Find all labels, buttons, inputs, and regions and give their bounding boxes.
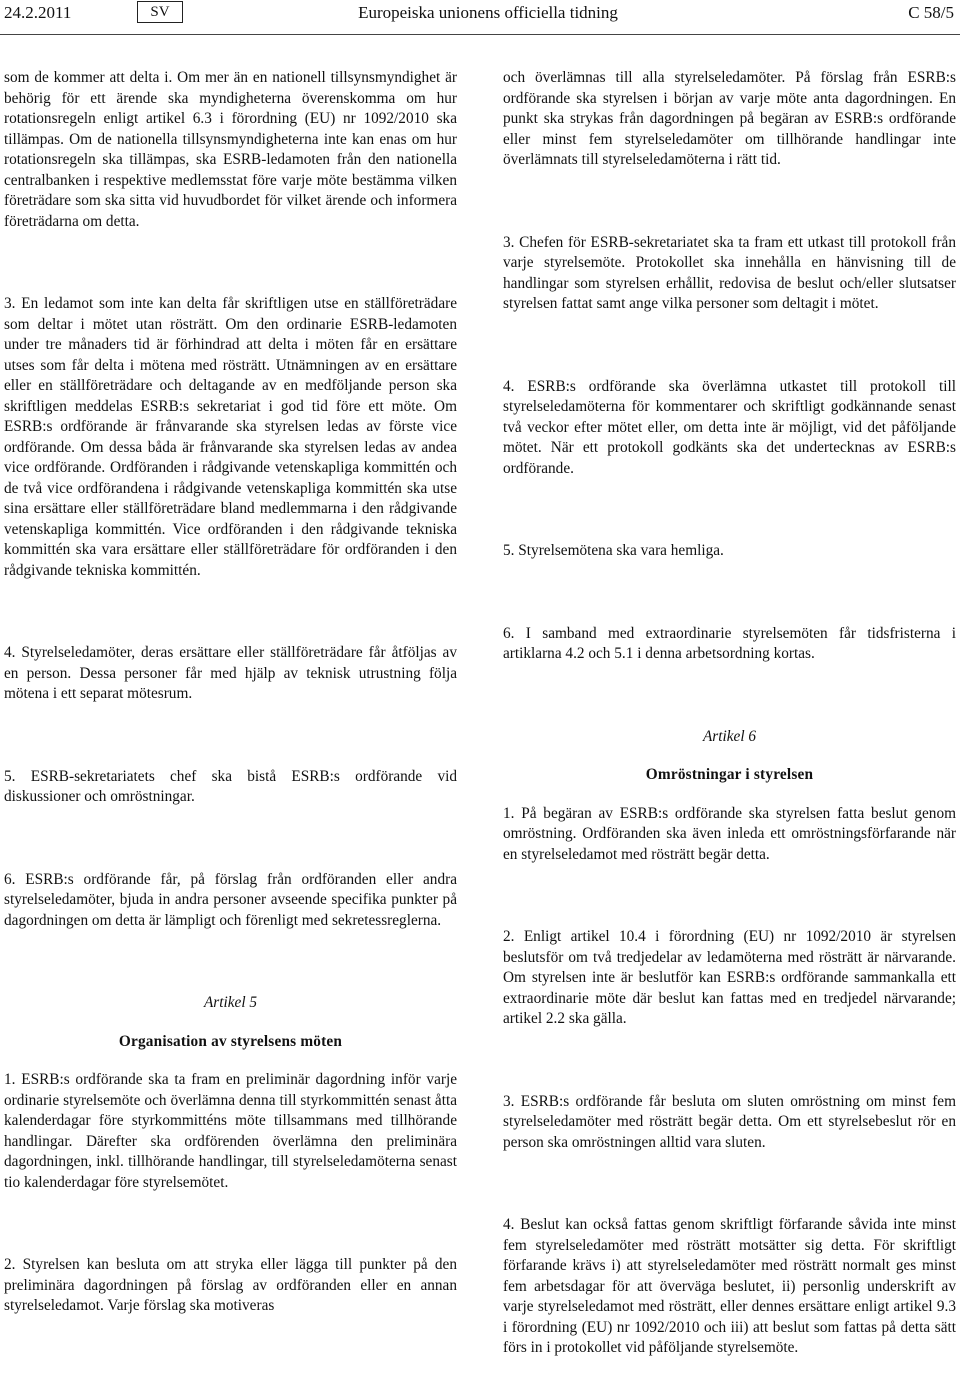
article-6-number: Artikel 6 xyxy=(702,727,757,745)
paragraph-continued: och överlämnas till alla styrelseledamöter. På förslag från ESRB:s ordförande ska styrelsen i början av varje möte anta dagordningen. En punkt ska strykas från dagordningen på begäran av ESRB:s ordförande eller minst fem styrelseledamöter om tillhörande handlingar inte överlämnats till styrelseledamöterna i rätt tid. xyxy=(503,69,956,168)
paragraph-4: 4. Styrelseledamöter, deras ersättare eller ställföreträdare får åtföljas av en person. Dessa personer får med hjälp av teknisk utrustning följa mötena i ett separat mötesrum. xyxy=(4,644,457,702)
right-column xyxy=(503,68,956,1359)
paragraph-intro: som de kommer att delta i. Om mer än en nationell tillsynsmyndighet är behörig för ett ärende ska myndigheterna överenskomma om hur rotationsregeln enligt artikel 6.3 i förordning (EU) nr 1092/2010 ska tillämpas. Om de nationella tillsynsmyndigheterna inte kan enas om hur rotationsregeln ska tillämpas, ska ESRB-ledamoten från den nationella centralbanken i respektive medlemsstat före varje möte bestämma vilken företrädare som ska sitta vid huvudbordet för vilket ärende och informera företrädarna om detta. xyxy=(4,69,457,230)
article-6-paragraph-2: 2. Enligt artikel 10.4 i förordning (EU) nr 1092/2010 är styrelsen beslutsför om två tredjedelar av ledamöterna med rösträtt är närvarande. Om styrelsen inte är beslutför kan ESRB:s ordförande sammankalla ett extraordinarie möte där beslut kan fattas med en tredjedel närvarande; artikel 2.2 ska gälla. xyxy=(503,928,956,1027)
publication-date: 24.2.2011 xyxy=(4,3,72,22)
article-5-title: Organisation av styrelsens möten xyxy=(118,1032,343,1050)
paragraph-3: 3. En ledamot som inte kan delta får skriftligen utse en ställföreträdare som deltar i mötet utan rösträtt. Om den ordinarie ESRB-ledamoten under tre månaders tid är förhindrad att delta i möten får en ersättare utses som får delta i mötena med rösträtt. Utnämningen av en ersättare eller en ställföreträdare och deltagande av en medföljande person ska skriftligen meddelas ESRB:s sekretariat i god tid före ett möte. Om ESRB:s ordförande är frånvarande ska styrelsen ledas av förste vice ordförande. Om dessa båda är frånvarande ska styrelsen ledas av andea vice ordförande. Ordföranden i rådgivande vetenskapliga kommittén och de två vice ordförandena i rådgivande vetenskapliga kommittén ska utse sina ersättare eller ställföreträdare bland medlemmarna i den rådgivande vetenskapliga kommittén. Vice ordföranden i den rådgivande tekniska kommittén ska vara ersättare eller ställföreträdare för ordföranden i den rådgivande tekniska kommittén. xyxy=(4,295,457,579)
paragraph-6: 6. I samband med extraordinarie styrelsemöten får tidsfristerna i artiklarna 4.2 och 5.1 i denna arbetsordning kortas. xyxy=(503,624,956,662)
paragraph-4: 4. ESRB:s ordförande ska överlämna utkastet till protokoll till styrelseledamöterna för kommentarer och skriftligt godkännande senast två veckor efter mötet eller, om detta inte är möjligt, vid det påföljande mötet. När ett protokoll godkänts ska det undertecknas av ESRB:s ordförande. xyxy=(503,377,956,477)
page-number: C 58/5 xyxy=(908,3,954,22)
page-header xyxy=(0,0,960,36)
paragraph-6: 6. ESRB:s ordförande får, på förslag från ordföranden eller andra styrelseledamöter, bjuda in andra personer avseende specifika punkter på dagordningen om detta är lämpligt och förenligt med sekretessreglerna. xyxy=(4,870,457,929)
paragraph-3: 3. Chefen för ESRB-sekretariatet ska ta fram ett utkast till protokoll från varje styrelsemöte. Protokollet ska innehålla en hänvisning till de handlingar som styrelsen erhållit, redovisa de beslut och/eller slutsatser styrelsen fattat samt ange vilka personer som deltagit i mötet. xyxy=(503,233,956,312)
paragraph-5: 5. Styrelsemötena ska vara hemliga. xyxy=(503,542,724,559)
language-badge: SV xyxy=(137,1,183,23)
article-5-number: Artikel 5 xyxy=(203,994,258,1011)
left-column xyxy=(4,68,457,1317)
paragraph-5: 5. ESRB-sekretariatets chef ska bistå ESRB:s ordförande vid diskussioner och omröstningar. xyxy=(4,767,457,805)
article-6-title: Omröstningar i styrelsen xyxy=(645,766,814,783)
article-6-paragraph-3: 3. ESRB:s ordförande får besluta om sluten omröstning om minst fem styrelseledamöter med rösträtt begär detta. Om ett styrelsebeslut rör en person ska omröstningen alltid vara sluten. xyxy=(503,1092,956,1151)
header-divider xyxy=(0,34,960,35)
article-6-paragraph-1: 1. På begäran av ESRB:s ordförande ska styrelsen fatta beslut genom omröstning. Ordföranden ska även inleda ett omröstningsförfarande när en styrelseledamot med rösträtt begär detta. xyxy=(503,804,956,863)
article-5-paragraph-2: 2. Styrelsen kan besluta om att stryka eller lägga till punkter på den preliminära dagordningen på förslag av ordföranden eller en annan styrelseledamot. Varje förslag ska motiveras xyxy=(4,1256,457,1314)
article-5-paragraph-1: 1. ESRB:s ordförande ska ta fram en preliminär dagordning inför varje ordinarie styrelsemöte och överlämna denna till styrkommittén senast åtta kalenderdagar före styrkommitténs möte tillsammans med tillhörande handlingar. Därefter ska ordförenden överlämna den preliminära dagordningen, inkl. tillhörande handlingar, till styrelseledamöterna senast tio kalenderdagar före styrelsemötet. xyxy=(4,1071,457,1191)
article-6-paragraph-4: 4. Beslut kan också fattas genom skriftligt förfarande såvida inte minst fem styrelseledamöter med rösträtt motsätter sig detta. För skriftligt förfarande krävs i) att styrelseledamöter med rösträtt normalt ges minst fem arbetsdagar för att överväga beslutet, ii) personlig underskrift av varje styrelseledamot med rösträtt, eller dennes ersättare enligt artikel 9.3 i förordning (EU) nr 1092/2010 och iii) att beslut som fattas på detta sätt förs in i protokollet vid påföljande styrelsemöte. xyxy=(503,1216,956,1356)
journal-title: Europeiska unionens officiella tidning xyxy=(358,3,618,22)
